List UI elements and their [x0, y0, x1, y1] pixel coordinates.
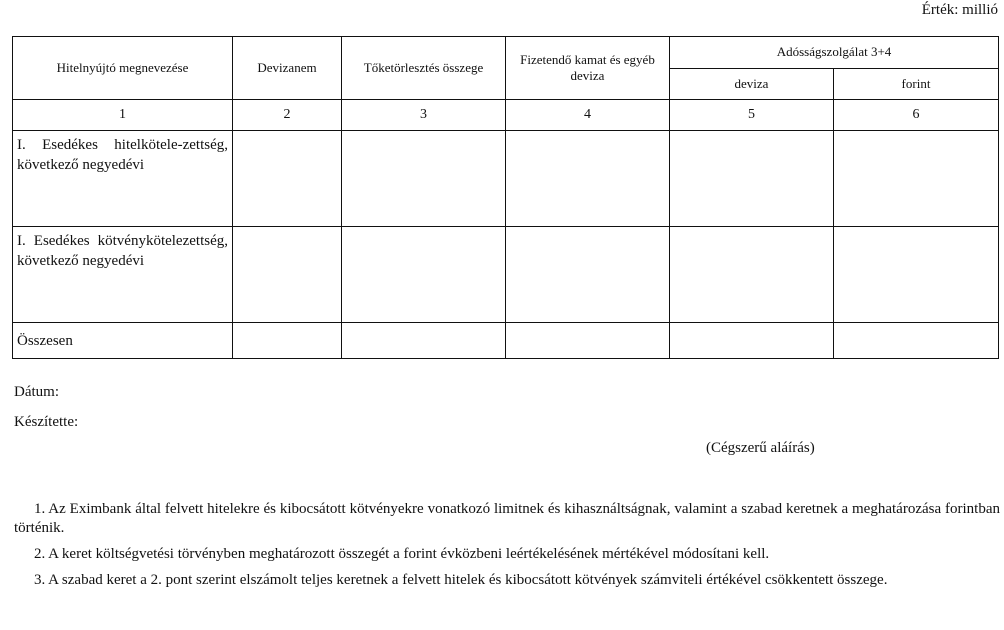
table-row-total [13, 323, 999, 359]
header-debt-service: Adósságszolgálat 3+4 [670, 37, 999, 69]
table-row [13, 227, 999, 323]
header-lender: Hitelnyújtó megnevezése [13, 37, 233, 100]
column-number: 3 [342, 100, 506, 131]
signature-label: (Cégszerű aláírás) [706, 440, 815, 456]
column-number: 4 [506, 100, 670, 131]
column-number-row [13, 100, 999, 131]
table-cell [834, 131, 999, 227]
unit-label: Érték: millió [921, 2, 998, 18]
row-label-total: Összesen [13, 323, 233, 359]
notes [14, 500, 1000, 597]
header-principal: Tőketörlesztés összege [342, 37, 506, 100]
table-cell [233, 227, 342, 323]
debt-service-table [12, 36, 999, 359]
date-label: Dátum: [14, 384, 59, 400]
column-number: 2 [233, 100, 342, 131]
note-item: 2. A keret költségvetési törvényben meghatározott összegét a forint évközbeni leértékelésének mértékével módosítani kell. [34, 546, 770, 562]
column-number: 1 [13, 100, 233, 131]
table-cell [670, 227, 834, 323]
table-header-row [13, 37, 999, 69]
table-cell [834, 227, 999, 323]
table-cell [342, 131, 506, 227]
table-cell [233, 131, 342, 227]
header-interest: Fizetendő kamat és egyéb deviza [506, 37, 670, 100]
column-number: 6 [834, 100, 999, 131]
note-item: 1. Az Eximbank által felvett hitelekre és kibocsátott kötvényekre vonatkozó limitnek és kihasználtságnak, valamint a szabad keretnek a meghatározása forintban történik. [14, 501, 1000, 536]
table-cell [342, 227, 506, 323]
table-cell [233, 323, 342, 359]
header-debt-service-huf: forint [834, 68, 999, 100]
note-item: 3. A szabad keret a 2. pont szerint elszámolt teljes keretnek a felvett hitelek és kibocsátott kötvények számviteli értékével csökkentett összege. [34, 572, 888, 588]
table-cell [670, 131, 834, 227]
row-label: I. Esedékes kötvénykötelezettség, következő negyedévi [13, 227, 233, 323]
column-number: 5 [670, 100, 834, 131]
table-cell [342, 323, 506, 359]
table-cell [506, 131, 670, 227]
table-cell [506, 227, 670, 323]
prepared-by-label: Készítette: [14, 414, 79, 430]
header-currency: Devizanem [233, 37, 342, 100]
row-label: I. Esedékes hitelkötele-zettség, következő negyedévi [13, 131, 233, 227]
table-cell [834, 323, 999, 359]
table-cell [506, 323, 670, 359]
table-row [13, 131, 999, 227]
table-cell [670, 323, 834, 359]
header-debt-service-fx: deviza [670, 68, 834, 100]
